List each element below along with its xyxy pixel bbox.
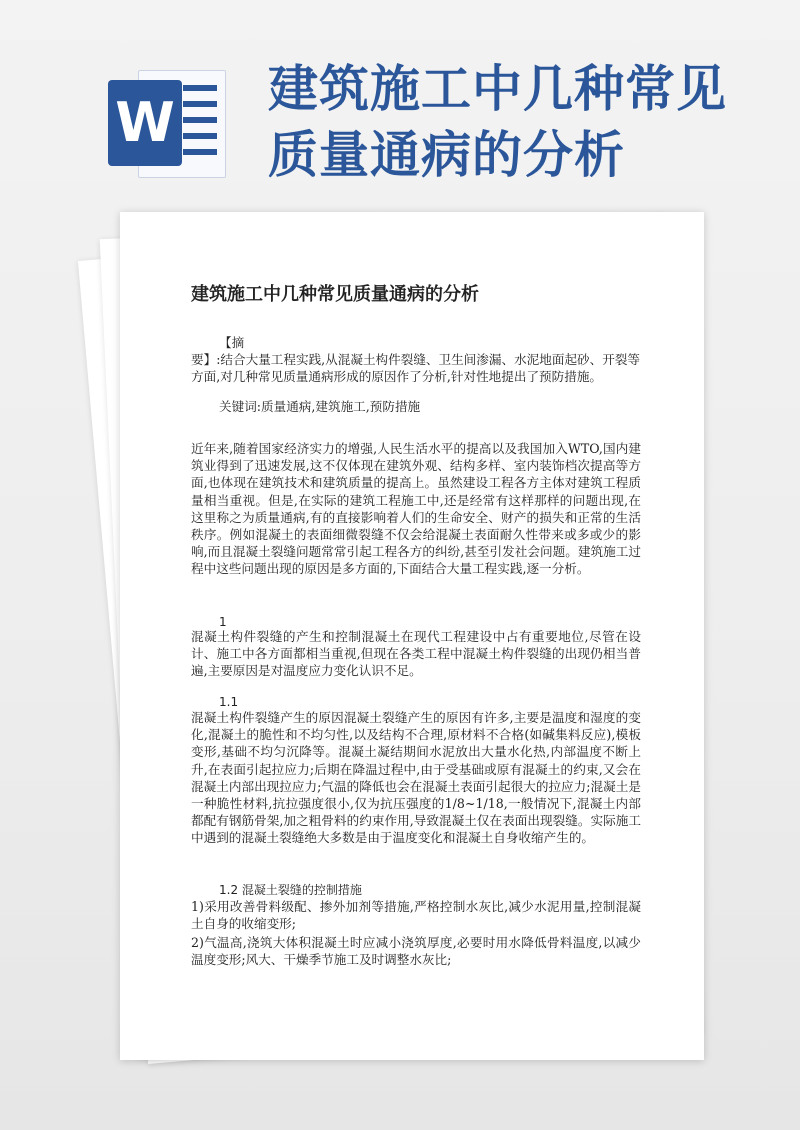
document-page: [120, 212, 704, 1060]
abstract: [191, 334, 641, 386]
section-heading-1-2: 1.2 混凝土裂缝的控制措施: [219, 883, 362, 897]
abstract-tag: 【摘: [219, 335, 245, 350]
measure-item-1: 1)采用改善骨料级配、掺外加剂等措施,严格控制水灰比,减少水泥用量,控制混凝土自身的收缩变形;: [191, 899, 641, 932]
intro-paragraph: 近年来,随着国家经济实力的增强,人民生活水平的提高以及我国加入WTO,国内建筑业得到了迅速发展,这不仅体现在建筑外观、结构多样、室内装饰档次提高等方面,也体现在建筑技术和建筑质量的提高上。虽然建设工程各方主体对建筑工程质量相当重视。但是,在实际的建筑工程施工中,还是经常有这样那样的问题出现,在这里称之为质量通病,有的直接影响着人们的生命安全、财产的损失和正常的生活秩序。例如混凝土的表面细微裂缝不仅会给混凝土表面耐久性带来或多或少的影响,而且混凝土裂缝问题常常引起工程各方的纠纷,甚至引发社会问题。建筑施工过程中这些问题出现的原因是多方面的,下面结合大量工程实践,逐一分析。: [191, 441, 641, 577]
keywords: 关键词:质量通病,建筑施工,预防措施: [219, 399, 421, 414]
section-1-paragraph: 混凝土构件裂缝的产生和控制混凝土在现代工程建设中占有重要地位,尽管在设计、施工中各方面都相当重视,但现在各类工程中混凝土构件裂缝的出现仍相当普遍,主要原因是对温度应力变化认识不足。: [191, 629, 641, 679]
section-1-1-paragraph: 混凝土构件裂缝产生的原因混凝土裂缝产生的原因有许多,主要是温度和湿度的变化,混凝土的脆性和不均匀性,以及结构不合理,原材料不合格(如碱集料反应),模板变形,基础不均匀沉降等。混凝土凝结期间水泥放出大量水化热,内部温度不断上升,在表面引起拉应力;后期在降温过程中,由于受基础或原有混凝土的约束,又会在混凝土内部出现拉应力;气温的降低也会在混凝土表面引起很大的拉应力;混凝土是一种脆性材料,抗拉强度很小,仅为抗压强度的1/8~1/18,一般情况下,混凝土内部都配有钢筋骨架,加之粗骨料的约束作用,导致混凝土仅在表面出现裂缝。实际施工中遇到的混凝土裂缝绝大多数是由于温度变化和混凝土自身收缩产生的。: [191, 710, 641, 846]
section-heading-1-1: 1.1: [219, 695, 239, 709]
cover-title: 建筑施工中几种常见质量通病的分析: [268, 60, 727, 184]
section-heading-1: 1: [219, 615, 227, 629]
word-app-icon: [108, 68, 228, 180]
word-w-icon: W: [108, 80, 182, 166]
abstract-text: 要】:结合大量工程实践,从混凝土构件裂缝、卫生间渗漏、水泥地面起砂、开裂等方面,对几种常见质量通病形成的原因作了分析,针对性地提出了预防措施。: [191, 352, 641, 385]
document-title: 建筑施工中几种常见质量通病的分析: [191, 284, 479, 305]
measure-item-2: 2)气温高,浇筑大体积混凝土时应减小浇筑厚度,必要时用水降低骨料温度,以减少温度变形;风大、干燥季节施工及时调整水灰比;: [191, 935, 641, 968]
